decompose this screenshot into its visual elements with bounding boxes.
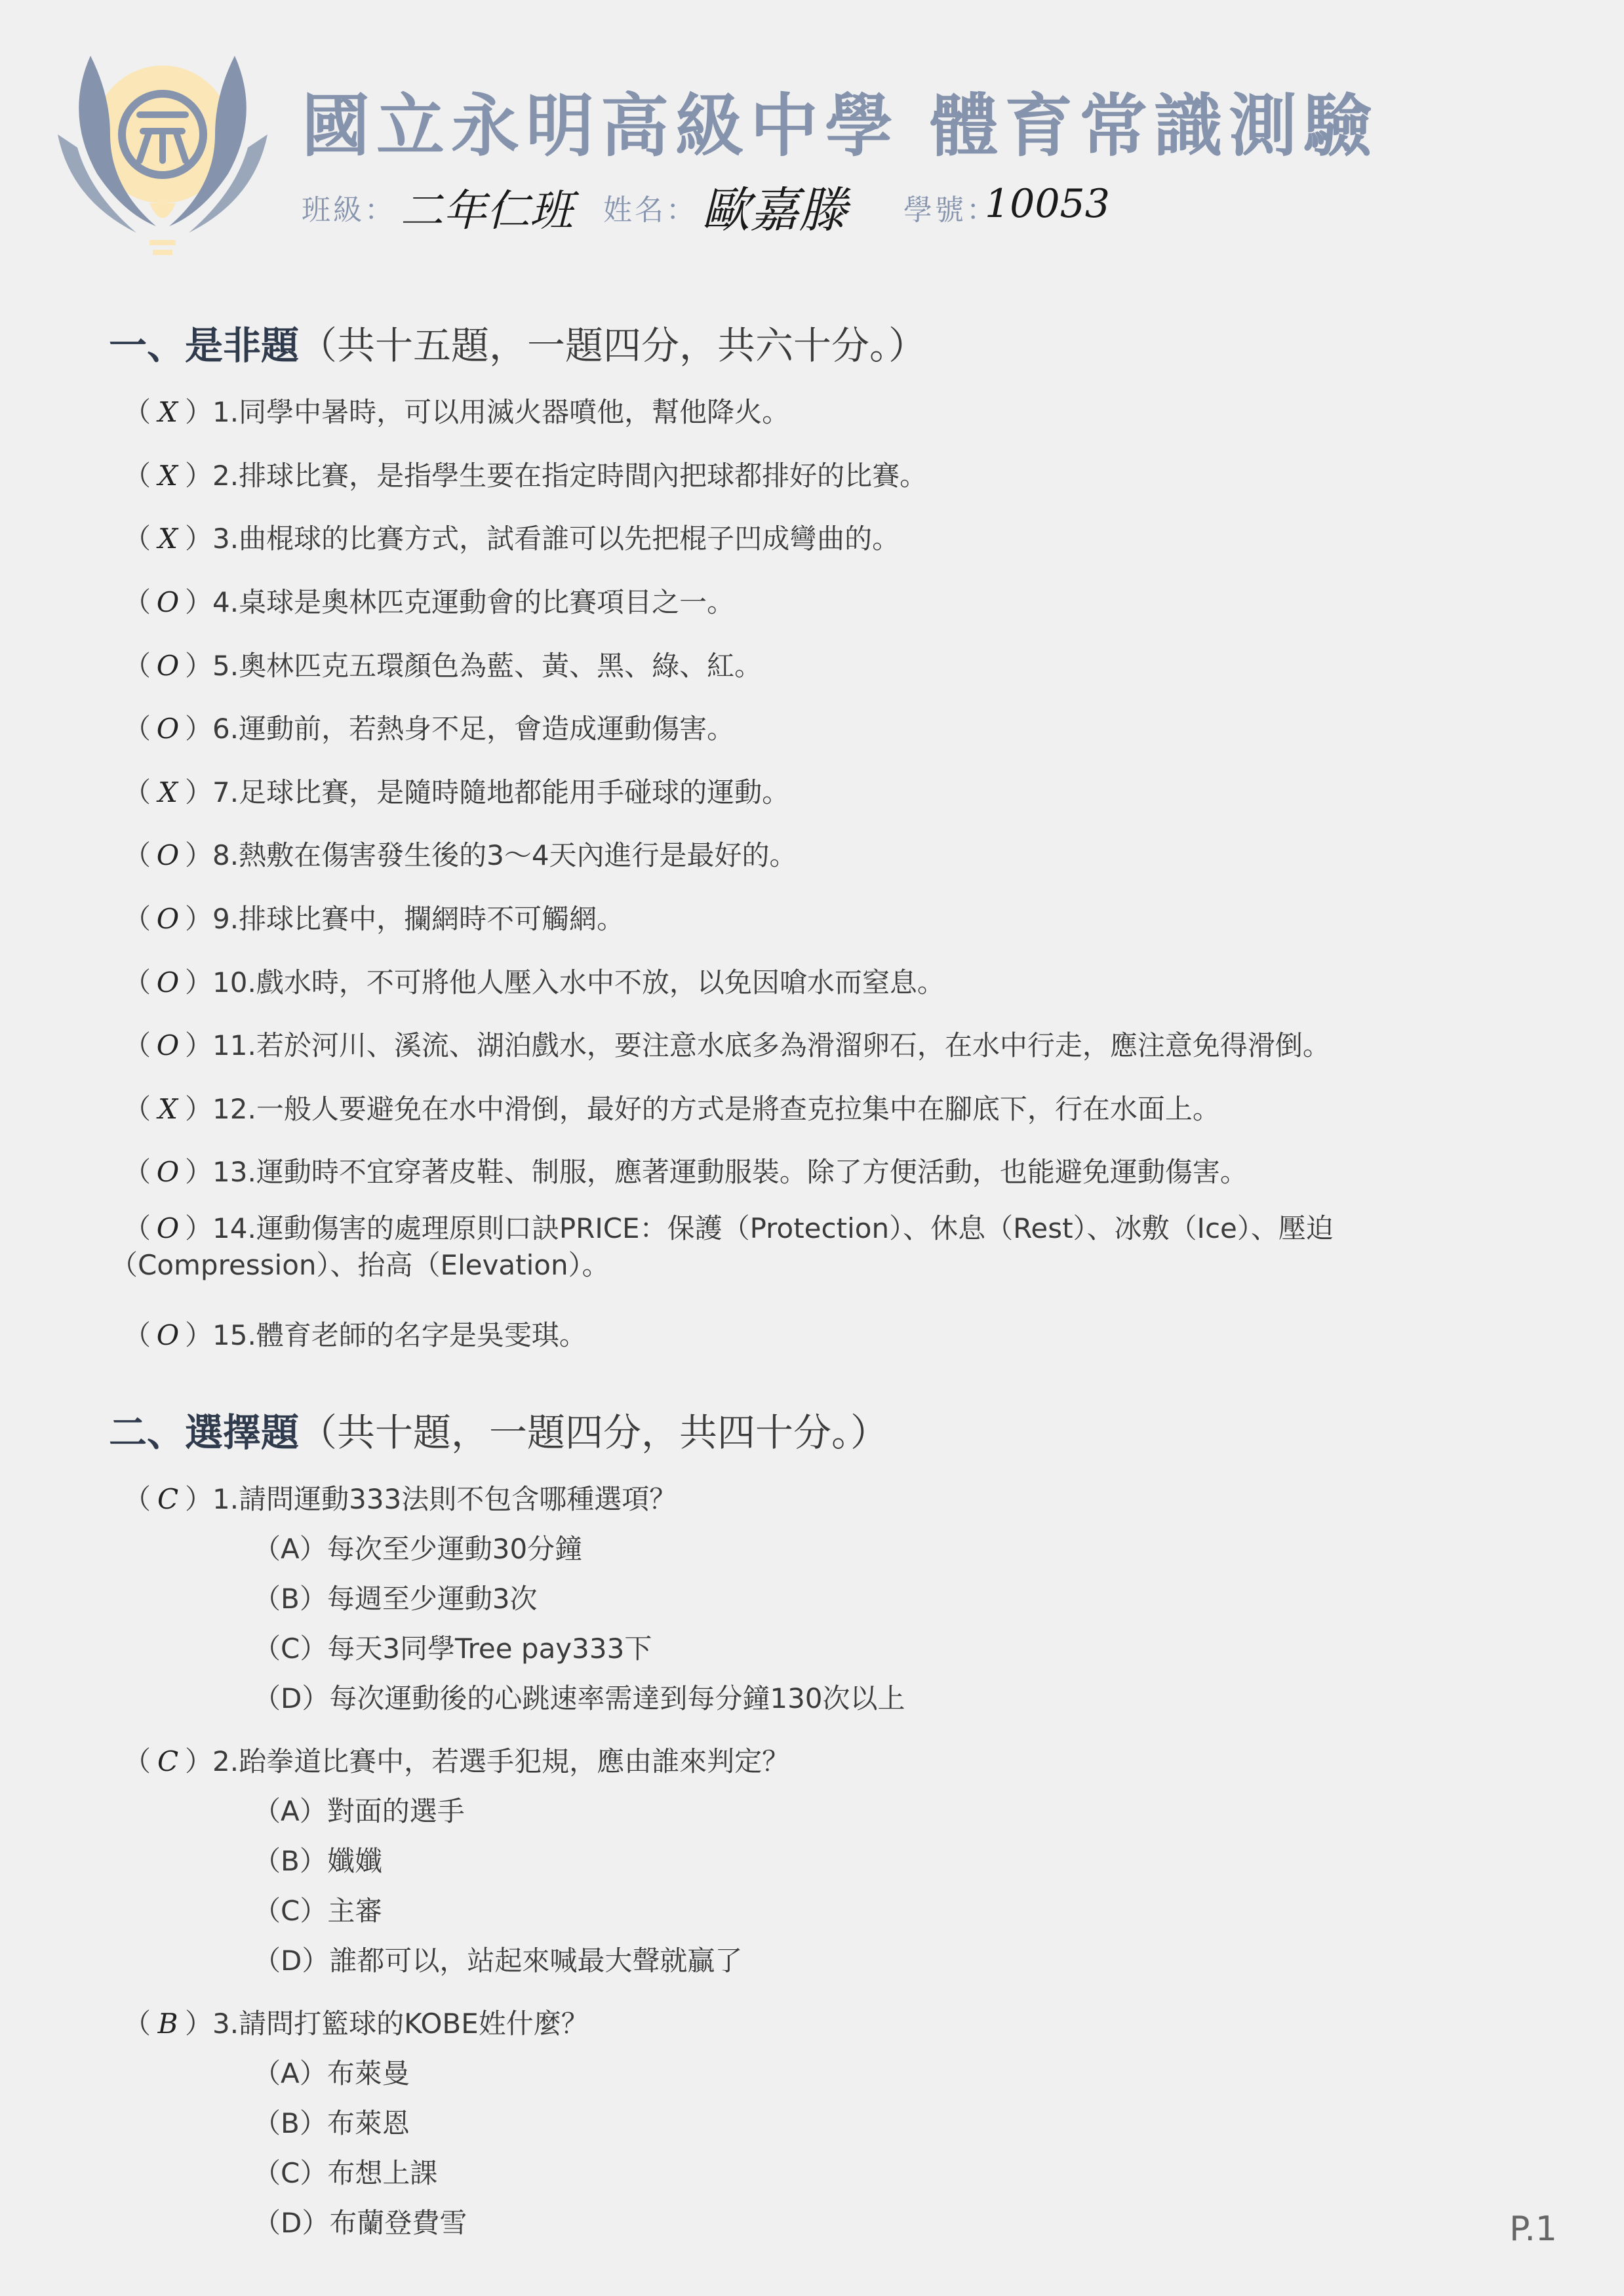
question-text: 1.請問運動333法則不包含哪種選項？ [212, 1483, 677, 1515]
question-text: 9.排球比賽中，攔網時不可觸網。 [212, 903, 625, 935]
page-number: P.1 [1509, 2209, 1557, 2249]
student-id-label: 學號： [903, 193, 998, 227]
answer-mark[interactable]: O [156, 966, 180, 999]
answer-mark[interactable]: X [158, 523, 178, 555]
mc1-option-d[interactable]: （D）每次運動後的心跳速率需達到每分鐘130次以上 [253, 1682, 905, 1714]
section2-heading [109, 1402, 888, 1457]
mc-question-2: （ C ）2.跆拳道比賽中，若選手犯規，應由誰來判定？ [123, 1745, 790, 1777]
question-text: 12.一般人要避免在水中滑倒，最好的方式是將查克拉集中在腳底下，行在水面上。 [212, 1093, 1220, 1125]
mc1-option-a[interactable]: （A）每次至少運動30分鐘 [253, 1533, 583, 1565]
answer-mark[interactable]: B [157, 2008, 178, 2040]
tf-question-15: （ O ）15.體育老師的名字是吳雯琪。 [123, 1319, 587, 1351]
mc3-option-d[interactable]: （D）布蘭登費雪 [253, 2207, 467, 2239]
mc3-option-b[interactable]: （B）布萊恩 [253, 2107, 410, 2139]
answer-mark[interactable]: X [158, 460, 178, 492]
section1-subtitle: （共十五題，一題四分，共六十分。） [299, 323, 927, 368]
question-text: 8.熱敷在傷害發生後的3～4天內進行是最好的。 [212, 839, 797, 871]
school-title: 國立永明高級中學 體育常識測驗 [302, 85, 1379, 166]
tf-question-2: （ X ）2.排球比賽，是指學生要在指定時間內把球都排好的比賽。 [123, 460, 928, 492]
question-text: 14.運動傷害的處理原則口訣PRICE：保護（Protection）、休息（Rest）、冰敷（Ice）、壓迫（Compression）、抬高（Elevation）。 [110, 1212, 1334, 1281]
answer-mark[interactable]: O [156, 650, 180, 682]
name-field[interactable]: 歐嘉滕 [702, 182, 847, 239]
school-logo-icon [51, 36, 274, 259]
answer-mark[interactable]: O [156, 1156, 180, 1188]
tf-question-8: （ O ）8.熱敷在傷害發生後的3～4天內進行是最好的。 [123, 839, 797, 871]
mc3-option-c[interactable]: （C）布想上課 [253, 2157, 438, 2189]
section1-title: 一、是非題 [109, 323, 300, 368]
question-text: 11.若於河川、溪流、湖泊戲水，要注意水底多為滑溜卵石，在水中行走，應注意免得滑倒。 [212, 1029, 1330, 1061]
question-text: 2.跆拳道比賽中，若選手犯規，應由誰來判定？ [212, 1745, 790, 1777]
answer-mark[interactable]: O [156, 713, 180, 745]
section2-subtitle: （共十題，一題四分，共四十分。） [299, 1410, 889, 1455]
question-text: 7.足球比賽，是隨時隨地都能用手碰球的運動。 [212, 776, 790, 808]
mc-question-3: （ B ）3.請問打籃球的KOBE姓什麼？ [123, 2008, 589, 2040]
student-id-field[interactable]: 10053 [985, 181, 1110, 227]
tf-question-3: （ X ）3.曲棍球的比賽方式，試看誰可以先把棍子凹成彎曲的。 [123, 523, 900, 555]
tf-question-13: （ O ）13.運動時不宜穿著皮鞋、制服，應著運動服裝。除了方便活動，也能避免運動傷害。 [123, 1156, 1248, 1188]
question-text: 4.桌球是奧林匹克運動會的比賽項目之一。 [212, 586, 735, 618]
question-text: 13.運動時不宜穿著皮鞋、制服，應著運動服裝。除了方便活動，也能避免運動傷害。 [212, 1156, 1248, 1188]
answer-mark[interactable]: X [158, 396, 178, 428]
name-label: 姓名： [603, 193, 698, 227]
question-text: 2.排球比賽，是指學生要在指定時間內把球都排好的比賽。 [212, 460, 928, 492]
answer-mark[interactable]: O [156, 1212, 180, 1244]
mc2-option-a[interactable]: （A）對面的選手 [253, 1795, 465, 1827]
mc1-option-c[interactable]: （C）每天3同學Tree pay333下 [253, 1633, 652, 1665]
tf-question-4: （ O ）4.桌球是奧林匹克運動會的比賽項目之一。 [123, 586, 735, 618]
mc-question-1: （ C ）1.請問運動333法則不包含哪種選項？ [123, 1483, 677, 1515]
mc1-option-b[interactable]: （B）每週至少運動3次 [253, 1583, 538, 1615]
class-label: 班級： [302, 193, 396, 227]
answer-mark[interactable]: O [156, 1029, 180, 1061]
question-text: 3.曲棍球的比賽方式，試看誰可以先把棍子凹成彎曲的。 [212, 523, 900, 555]
answer-mark[interactable]: X [158, 1093, 178, 1125]
tf-question-10: （ O ）10.戲水時，不可將他人壓入水中不放，以免因嗆水而窒息。 [123, 966, 945, 999]
question-text: 15.體育老師的名字是吳雯琪。 [212, 1319, 587, 1351]
question-text: 5.奧林匹克五環顏色為藍、黃、黑、綠、紅。 [212, 650, 762, 682]
question-text: 3.請問打籃球的KOBE姓什麼？ [212, 2008, 589, 2040]
tf-question-9: （ O ）9.排球比賽中，攔網時不可觸網。 [123, 903, 625, 935]
answer-mark[interactable]: O [156, 903, 180, 935]
tf-question-1: （ X ）1.同學中暑時，可以用滅火器噴他，幫他降火。 [123, 396, 790, 428]
tf-question-14: （ O ）14.運動傷害的處理原則口訣PRICE：保護（Protection）、休息（Rest）、冰敷（Ice）、壓迫（Compression）、抬高（Elevation）。 [110, 1210, 1513, 1284]
mc3-option-a[interactable]: （A）布萊曼 [253, 2057, 410, 2089]
question-text: 10.戲水時，不可將他人壓入水中不放，以免因嗆水而窒息。 [212, 966, 945, 999]
section2-title: 二、選擇題 [109, 1410, 300, 1455]
mc2-option-b[interactable]: （B）孅孅 [253, 1845, 382, 1877]
tf-question-7: （ X ）7.足球比賽，是隨時隨地都能用手碰球的運動。 [123, 776, 790, 808]
question-text: 1.同學中暑時，可以用滅火器噴他，幫他降火。 [212, 396, 790, 428]
mc2-option-d[interactable]: （D）誰都可以，站起來喊最大聲就贏了 [253, 1945, 743, 1977]
answer-mark[interactable]: O [156, 586, 180, 618]
student-info [302, 172, 1154, 244]
question-text: 6.運動前，若熱身不足，會造成運動傷害。 [212, 713, 735, 745]
answer-mark[interactable]: O [156, 839, 180, 871]
tf-question-12: （ X ）12.一般人要避免在水中滑倒，最好的方式是將查克拉集中在腳底下，行在水面上。 [123, 1093, 1220, 1125]
tf-question-6: （ O ）6.運動前，若熱身不足，會造成運動傷害。 [123, 713, 735, 745]
mc2-option-c[interactable]: （C）主審 [253, 1895, 383, 1927]
answer-mark[interactable]: X [158, 776, 178, 808]
section1-heading [109, 315, 926, 370]
tf-question-5: （ O ）5.奧林匹克五環顏色為藍、黃、黑、綠、紅。 [123, 650, 762, 682]
answer-mark[interactable]: O [156, 1319, 180, 1351]
tf-question-11: （ O ）11.若於河川、溪流、湖泊戲水，要注意水底多為滑溜卵石，在水中行走，應注意免得滑倒。 [123, 1029, 1330, 1061]
answer-mark[interactable]: C [157, 1745, 179, 1777]
answer-mark[interactable]: C [157, 1483, 179, 1515]
class-field[interactable]: 二年仁班 [400, 186, 573, 236]
